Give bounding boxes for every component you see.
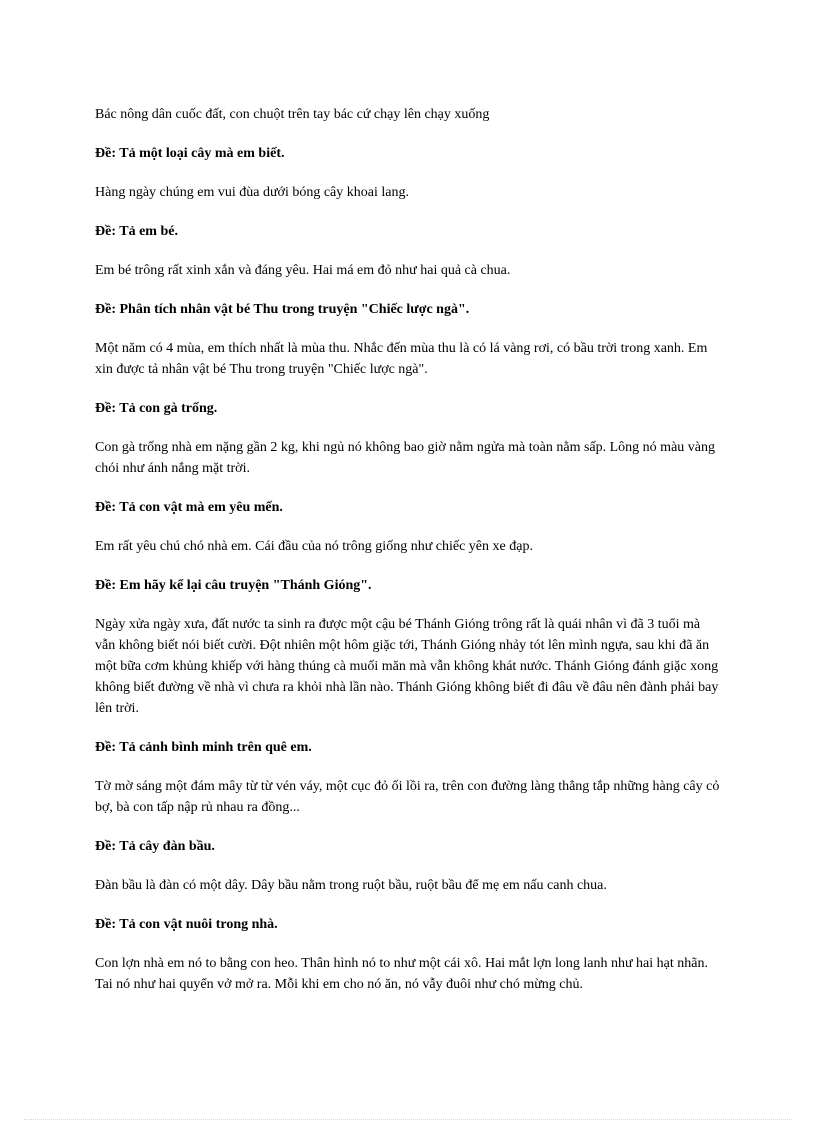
paragraph-intro: Bác nông dân cuốc đất, con chuột trên tay bác cứ chạy lên chạy xuống: [95, 107, 490, 122]
paragraph-khoai-lang: Hàng ngày chúng em vui đùa dưới bóng cây khoai lang.: [95, 185, 409, 200]
heading-binh-minh: Đề: Tả cảnh bình minh trên quê em.: [95, 740, 312, 755]
paragraph-thanh-giong: Ngày xửa ngày xưa, đất nước ta sinh ra được một cậu bé Thánh Gióng trông rất là quái nhân vì đã 3 tuổi mà vẫn không biết nói biết cười. Đột nhiên một hôm giặc tới, Thánh Gióng nhảy tót lên mình ngựa, sau khi đã ăn một bữa cơm khủng khiếp với hàng thúng cà muối măn mà vẫn không khát nước. Thánh Gióng đánh giặc xong không biết đường về nhà vì chưa ra khỏi nhà lần nào. Thánh Gióng không biết đi đâu về đâu nên đành phải bay lên trời.: [95, 617, 719, 716]
paragraph-dan-bau: Đàn bầu là đàn có một dây. Dây bầu nằm trong ruột bầu, ruột bầu để mẹ em nấu canh chua.: [95, 878, 607, 893]
heading-thanh-giong: Đề: Em hãy kể lại câu truyện "Thánh Gióng".: [95, 578, 372, 593]
paragraph-em-be: Em bé trông rất xinh xắn và đáng yêu. Hai má em đỏ như hai quả cà chua.: [95, 263, 511, 278]
heading-be-thu: Đề: Phân tích nhân vật bé Thu trong truyện "Chiếc lược ngà".: [95, 302, 470, 317]
heading-dan-bau: Đề: Tả cây đàn bầu.: [95, 839, 215, 854]
heading-ta-em-be: Đề: Tả em bé.: [95, 224, 178, 239]
heading-ga-trong: Đề: Tả con gà trống.: [95, 401, 218, 416]
page-bottom-divider: [24, 1119, 792, 1120]
heading-con-vat-yeu-men: Đề: Tả con vật mà em yêu mến.: [95, 500, 283, 515]
heading-vat-nuoi: Đề: Tả con vật nuôi trong nhà.: [95, 917, 278, 932]
paragraph-chu-cho: Em rất yêu chú chó nhà em. Cái đầu của nó trông giống như chiếc yên xe đạp.: [95, 539, 533, 554]
heading-ta-mot-loai-cay: Đề: Tả một loại cây mà em biết.: [95, 146, 285, 161]
paragraph-be-thu: Một năm có 4 mùa, em thích nhất là mùa thu. Nhắc đến mùa thu là có lá vàng rơi, có bầu trời trong xanh. Em xin được tả nhân vật bé Thu trong truyện "Chiếc lược ngà".: [95, 341, 708, 377]
paragraph-con-lon: Con lợn nhà em nó to bằng con heo. Thân hình nó to như một cái xô. Hai mắt lợn long lanh như hai hạt nhãn. Tai nó như hai quyển vở mở ra. Mỗi khi em cho nó ăn, nó vẫy đuôi như chó mừng chủ.: [95, 956, 708, 992]
paragraph-binh-minh: Tờ mờ sáng một đám mây từ từ vén váy, một cục đỏ ối lồi ra, trên con đường làng thẳng tắp những hàng cây cỏ bợ, bà con tấp nập rủ nhau ra đồng...: [95, 779, 720, 815]
document-body: [95, 104, 720, 995]
paragraph-ga-trong: Con gà trống nhà em nặng gần 2 kg, khi ngủ nó không bao giờ nằm ngửa mà toàn nằm sấp. Lông nó màu vàng chói như ánh nắng mặt trời.: [95, 440, 715, 476]
